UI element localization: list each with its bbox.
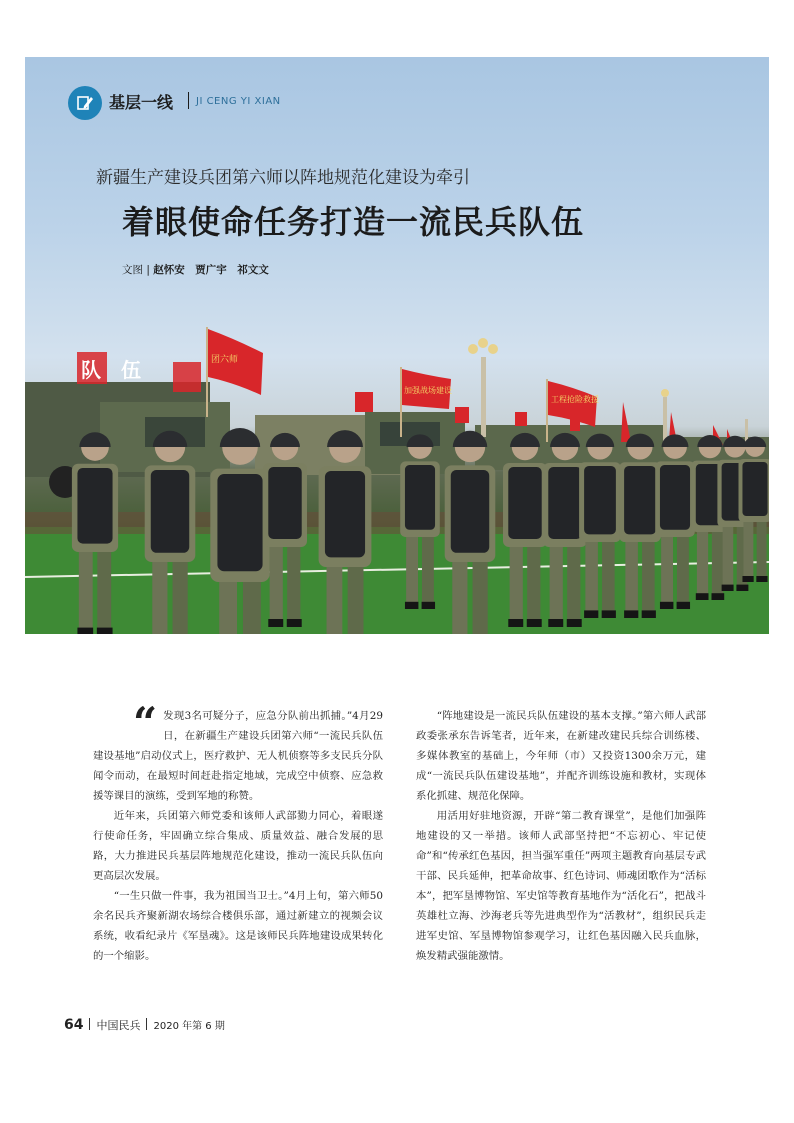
body-column-right bbox=[416, 706, 706, 966]
article-subtitle: 新疆生产建设兵团第六师以阵地规范化建设为牵引 bbox=[96, 168, 470, 188]
flag-text: 工程抢险救援 bbox=[551, 395, 599, 404]
body-paragraph: “一生只做一件事，我为祖国当卫士。”4月上旬，第六师50余名民兵齐聚新湖农场综合楼俱乐部，通过新建立的视频会议系统，收看纪录片《军垦魂》。这是该师民兵阵地建设成果转化的一个缩影。 bbox=[93, 890, 383, 962]
body-paragraph bbox=[93, 698, 383, 806]
page-footer bbox=[64, 1017, 225, 1033]
militia-formation-photo bbox=[25, 57, 769, 634]
footer-divider bbox=[89, 1018, 90, 1030]
banner-text: 队 伍 bbox=[81, 358, 141, 382]
page-number: 64 bbox=[64, 1017, 84, 1033]
flag-text: 加强战场建设 bbox=[404, 386, 452, 395]
footer-divider bbox=[146, 1018, 147, 1030]
issue-label: 2020 年第 6 期 bbox=[153, 1021, 225, 1032]
body-column-left bbox=[93, 698, 383, 966]
flag-text: 团六师 bbox=[211, 355, 239, 365]
truck-left bbox=[25, 382, 230, 498]
article-byline bbox=[122, 262, 269, 277]
section-badge bbox=[68, 86, 102, 120]
body-paragraph: “阵地建设是一流民兵队伍建设的基本支撑。”第六师人武部政委张承东告诉笔者，近年来，在新建改建民兵综合训练楼、多媒体教室的基础上，今年师（市）又投资1300余万元，建成“一流民兵队伍建设基地”，并配齐训练设施和教材，实现体系化抓建、规范化保障。 bbox=[416, 710, 706, 802]
byline-label: 文图 | bbox=[122, 264, 154, 276]
article-title: 着眼使命任务打造一流民兵队伍 bbox=[122, 203, 585, 241]
section-divider bbox=[188, 92, 189, 109]
body-paragraph: 用活用好驻地资源，开辟“第二教育课堂”，是他们加强阵地建设的又一举措。该师人武部坚持把“不忘初心、牢记使命”和“传承红色基因，担当强军重任”两项主题教育向基层专武干部、民兵延伸，把革命故事、红色诗词、师魂团歌作为“活标本”，把军垦博物馆、军史馆等教育基地作为“活化石”，把战斗英雄杜立海、沙海老兵等先进典型作为“活教材”，组织民兵走进军史馆、军垦博物馆参观学习，让红色基因融入民兵血脉，焕发精武强能激情。 bbox=[416, 810, 706, 962]
section-pinyin: JI CENG YI XIAN bbox=[196, 96, 281, 107]
grass-field bbox=[25, 527, 769, 634]
pencil-icon bbox=[75, 93, 95, 113]
section-title: 基层一线 bbox=[109, 93, 174, 112]
body-paragraph: 近年来，兵团第六师党委和该师人武部勠力同心，着眼遂行使命任务，牢固确立综合集成、质量效益、融合发展的思路，大力推进民兵基层阵地规范化建设，推动一流民兵队伍向更高层次发展。 bbox=[93, 810, 383, 882]
byline-authors: 赵怀安 贾广宇 祁文文 bbox=[153, 264, 269, 276]
body-paragraph-text: 发现3名可疑分子，应急分队前出抓捕。”4月29日，在新疆生产建设兵团第六师“一流民兵队伍建设基地”启动仪式上，医疗救护、无人机侦察等多支民兵分队闻令而动，在最短时间赶赴指定地域，完成空中侦察、应急救援等课目的演练，受到军地的称赞。 bbox=[93, 710, 383, 802]
opening-quote-mark: “ bbox=[133, 698, 158, 747]
magazine-name: 中国民兵 bbox=[96, 1019, 141, 1032]
hero-photo bbox=[25, 57, 769, 634]
